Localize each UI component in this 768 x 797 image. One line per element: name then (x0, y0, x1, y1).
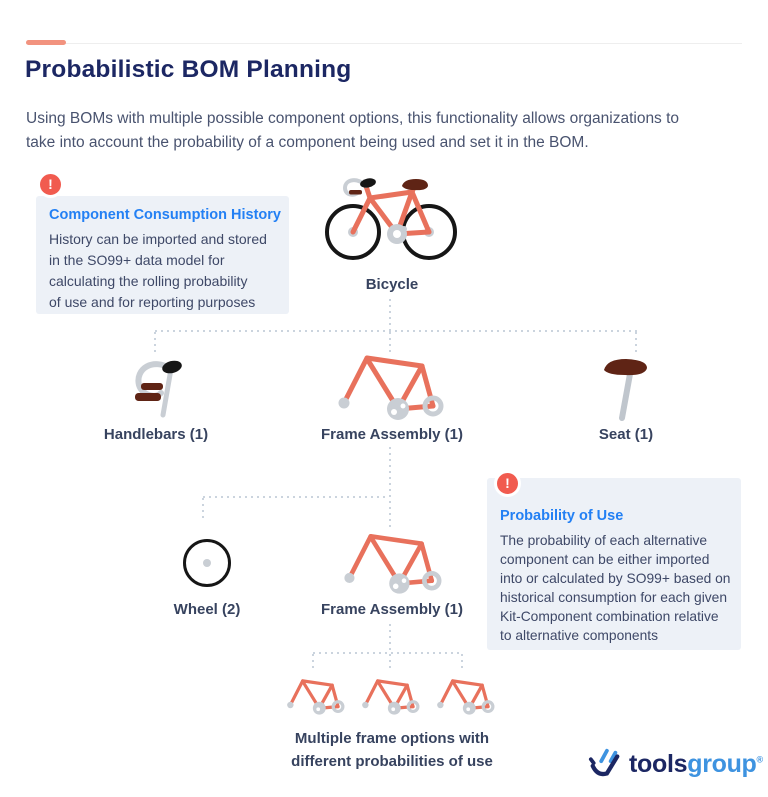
accent-dash (26, 40, 66, 45)
frame-option-icon (435, 676, 495, 719)
right-callout-title: Probability of Use (500, 508, 624, 524)
seat-icon (601, 352, 651, 424)
toolsgroup-logo-icon (588, 747, 622, 781)
toolsgroup-logo (588, 747, 763, 781)
logo-wordmark (629, 750, 763, 779)
logo-text-tools: tools (629, 749, 688, 778)
connector-handlebars-stub (154, 332, 156, 356)
frame-options-caption (291, 727, 493, 773)
subtitle-line-2: take into account the probability of a component being used and set it in the BOM. (26, 134, 589, 151)
node-label-wheel: Wheel (2) (173, 601, 241, 618)
wheel-hub (203, 559, 211, 567)
node-label-handlebars: Handlebars (1) (103, 426, 209, 443)
node-label-bicycle: Bicycle (365, 276, 419, 293)
connector-frame-option-stub (312, 654, 314, 672)
connector-level3-horizontal (313, 652, 462, 654)
handlebars-icon (127, 357, 185, 421)
caption-line-1: Multiple frame options with (294, 730, 490, 747)
alert-icon: ! (494, 470, 521, 497)
alert-icon: ! (37, 171, 64, 198)
connector-frame2-down (389, 624, 391, 653)
connector-root-vertical (389, 299, 391, 331)
bicycle-icon (322, 172, 460, 266)
connector-wheel-stub (202, 498, 204, 522)
right-callout-line: component can be either imported (500, 552, 710, 567)
right-callout-line: to alternative components (500, 628, 658, 643)
connector-frame-option-stub (389, 654, 391, 672)
left-callout-line: calculating the rolling probability (49, 273, 248, 289)
wheel-icon (183, 539, 231, 587)
right-callout-body (500, 531, 738, 645)
right-callout-line: The probability of each alternative (500, 533, 708, 548)
connector-frame-option-stub (461, 654, 463, 672)
right-callout-line: into or calculated by SO99+ based on (500, 571, 731, 586)
right-callout-line: historical consumption for each given (500, 590, 728, 605)
node-label-frame-assembly-1: Frame Assembly (1) (320, 426, 464, 443)
left-callout-line: of use and for reporting purposes (49, 294, 256, 310)
right-callout-line: Kit-Component combination relative (500, 609, 719, 624)
frame-option-icon (285, 676, 345, 719)
logo-text-group: group (687, 749, 757, 778)
frame-option-icon (360, 676, 420, 719)
page-title: Probabilistic BOM Planning (25, 56, 352, 83)
frame-assembly-icon (334, 349, 446, 429)
left-callout-line: in the SO99+ data model for (49, 252, 225, 268)
registered-mark: ® (756, 754, 763, 765)
header-divider (26, 43, 742, 44)
node-label-seat: Seat (1) (598, 426, 654, 443)
connector-frame1-down (389, 447, 391, 530)
caption-line-2: different probabilities of use (291, 753, 493, 770)
frame-assembly-icon (340, 528, 444, 602)
left-callout-title: Component Consumption History (49, 207, 281, 223)
left-callout-body (49, 229, 281, 313)
subtitle-line-1: Using BOMs with multiple possible component options, this functionality allows organizations to (26, 110, 680, 127)
page-subtitle (26, 107, 679, 155)
connector-level2-horizontal (203, 496, 389, 498)
left-callout-line: History can be imported and stored (49, 231, 267, 247)
connector-level1-horizontal (155, 330, 637, 332)
node-label-frame-assembly-2: Frame Assembly (1) (320, 601, 464, 618)
